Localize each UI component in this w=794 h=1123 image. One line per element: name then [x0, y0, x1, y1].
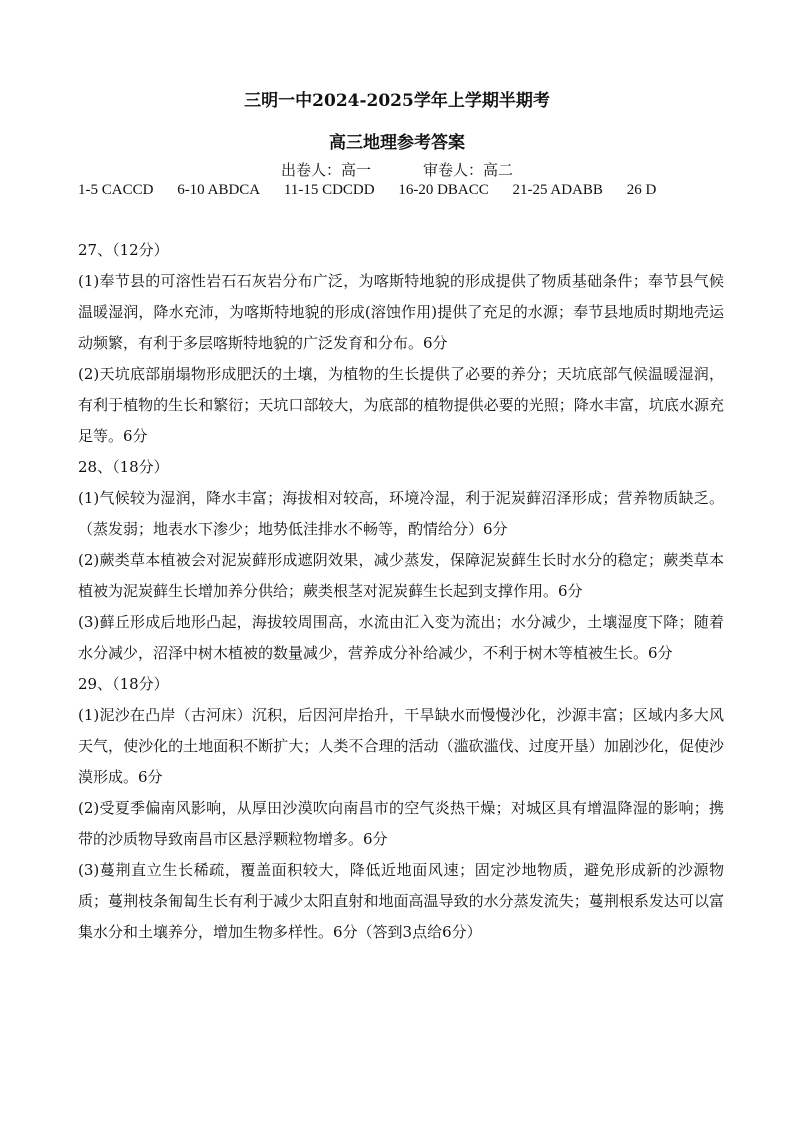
question-heading: 29、（18分） [78, 675, 169, 693]
answer-paragraph: (1)泥沙在凸岸（古河床）沉积，后因河岸抬升，干旱缺水而慢慢沙化，沙源丰富；区域内多大风天气，使沙化的土地面积不断扩大；人类不合理的活动（滥砍滥伐、过度开垦）加剧沙化，促使沙漠形成。6分 [78, 706, 724, 786]
answer-group: 16-20 DBACC [398, 182, 489, 198]
question-heading: 28、（18分） [78, 458, 169, 476]
answer-paragraph: (3)蔓荆直立生长稀疏，覆盖面积较大，降低近地面风速；固定沙地物质，避免形成新的沙源物质；蔓荆枝条匍匐生长有利于减少太阳直射和地面高温导致的水分蒸发流失；蔓荆根系发达可以富集水分和土壤养分，增加生物多样性。6分（答到3点给6分） [78, 861, 724, 941]
answer-group: 21-25 ADABB [512, 182, 603, 198]
author-text: 出卷人：高一 [280, 161, 371, 179]
answer-paragraph: (2)蕨类草本植被会对泥炭藓形成遮阴效果，减少蒸发，保障泥炭藓生长时水分的稳定；蕨类草本植被为泥炭藓生长增加养分供给；蕨类根茎对泥炭藓生长起到支撑作用。6分 [78, 551, 724, 600]
author-line [0, 159, 794, 180]
page-title: 三明一中2024-2025学年上学期半期考 [244, 91, 550, 111]
answer-paragraph: (1)气候较为湿润，降水丰富；海拔相对较高，环境冷湿，利于泥炭藓沼泽形成；营养物质缺乏。（蒸发弱；地表水下渗少；地势低洼排水不畅等，酌情给分）6分 [78, 489, 724, 538]
answer-paragraph: (2)天坑底部崩塌物形成肥沃的土壤，为植物的生长提供了必要的养分；天坑底部气候温暖湿润，有利于植物的生长和繁衍；天坑口部较大，为底部的植物提供必要的光照；降水丰富，坑底水源充足等。6分 [78, 365, 724, 445]
answer-group: 1-5 CACCD [78, 182, 154, 198]
multiple-choice-answers [78, 182, 676, 199]
answer-group: 6-10 ABDCA [177, 182, 261, 198]
page-subtitle: 高三地理参考答案 [329, 133, 465, 153]
answer-paragraph: (3)藓丘形成后地形凸起，海拔较周围高，水流由汇入变为流出；水分减少，土壤湿度下降；随着水分减少，沼泽中树木植被的数量减少，营养成分补给减少，不利于树木等植被生长。6分 [78, 613, 724, 662]
answer-paragraph: (1)奉节县的可溶性岩石石灰岩分布广泛，为喀斯特地貌的形成提供了物质基础条件；奉节县气候温暖湿润，降水充沛，为喀斯特地貌的形成(溶蚀作用)提供了充足的水源；奉节县地质时期地壳运动频繁，有利于多层喀斯特地貌的广泛发育和分布。6分 [78, 272, 724, 352]
answer-content [78, 235, 724, 948]
question-heading: 27、（12分） [78, 241, 169, 259]
answer-group: 11-15 CDCDD [283, 182, 375, 198]
reviewer-text: 审卷人：高二 [423, 161, 514, 179]
answer-group: 26 D [626, 182, 657, 198]
answer-paragraph: (2)受夏季偏南风影响，从厚田沙漠吹向南昌市的空气炎热干燥；对城区具有增温降湿的影响；携带的沙质物导致南昌市区悬浮颗粒物增多。6分 [78, 799, 724, 848]
